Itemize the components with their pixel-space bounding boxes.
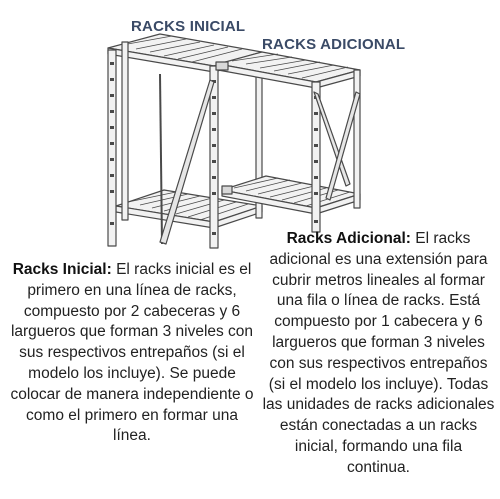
title-racks-adicional: RACKS ADICIONAL: [262, 36, 406, 53]
adicional-upright-back: [354, 70, 360, 208]
inicial-upright-back-left: [122, 42, 128, 220]
label-racks-inicial: Racks Inicial:: [12, 261, 112, 278]
description-racks-inicial: [10, 260, 254, 447]
description-racks-adicional: [262, 229, 495, 479]
text-racks-inicial: El racks inicial es el primero en una línea de racks, compuesto por 2 cabeceras y 6 largueros que forman 3 niveles con sus respectivos entrepaños (si el modelo los incluye). Se puede colocar de manera independiente o como el primero en formar una línea.: [10, 261, 254, 445]
adicional-connector-top: [216, 62, 228, 70]
title-racks-inicial: RACKS INICIAL: [131, 18, 246, 35]
adicional-connector-bottom: [222, 186, 232, 194]
text-racks-adicional: El racks adicional es una extensión para cubrir metros lineales al formar una fila o línea de racks. Está compuesto por 1 cabecera y 6 largueros que forman 3 niveles con sus respectivos entrepaños (si el modelo los incluye). Todas las unidades de racks adicionales están conectadas a un racks inicial, formando una fila continua.: [262, 230, 495, 476]
label-racks-adicional: Racks Adicional:: [286, 230, 411, 247]
